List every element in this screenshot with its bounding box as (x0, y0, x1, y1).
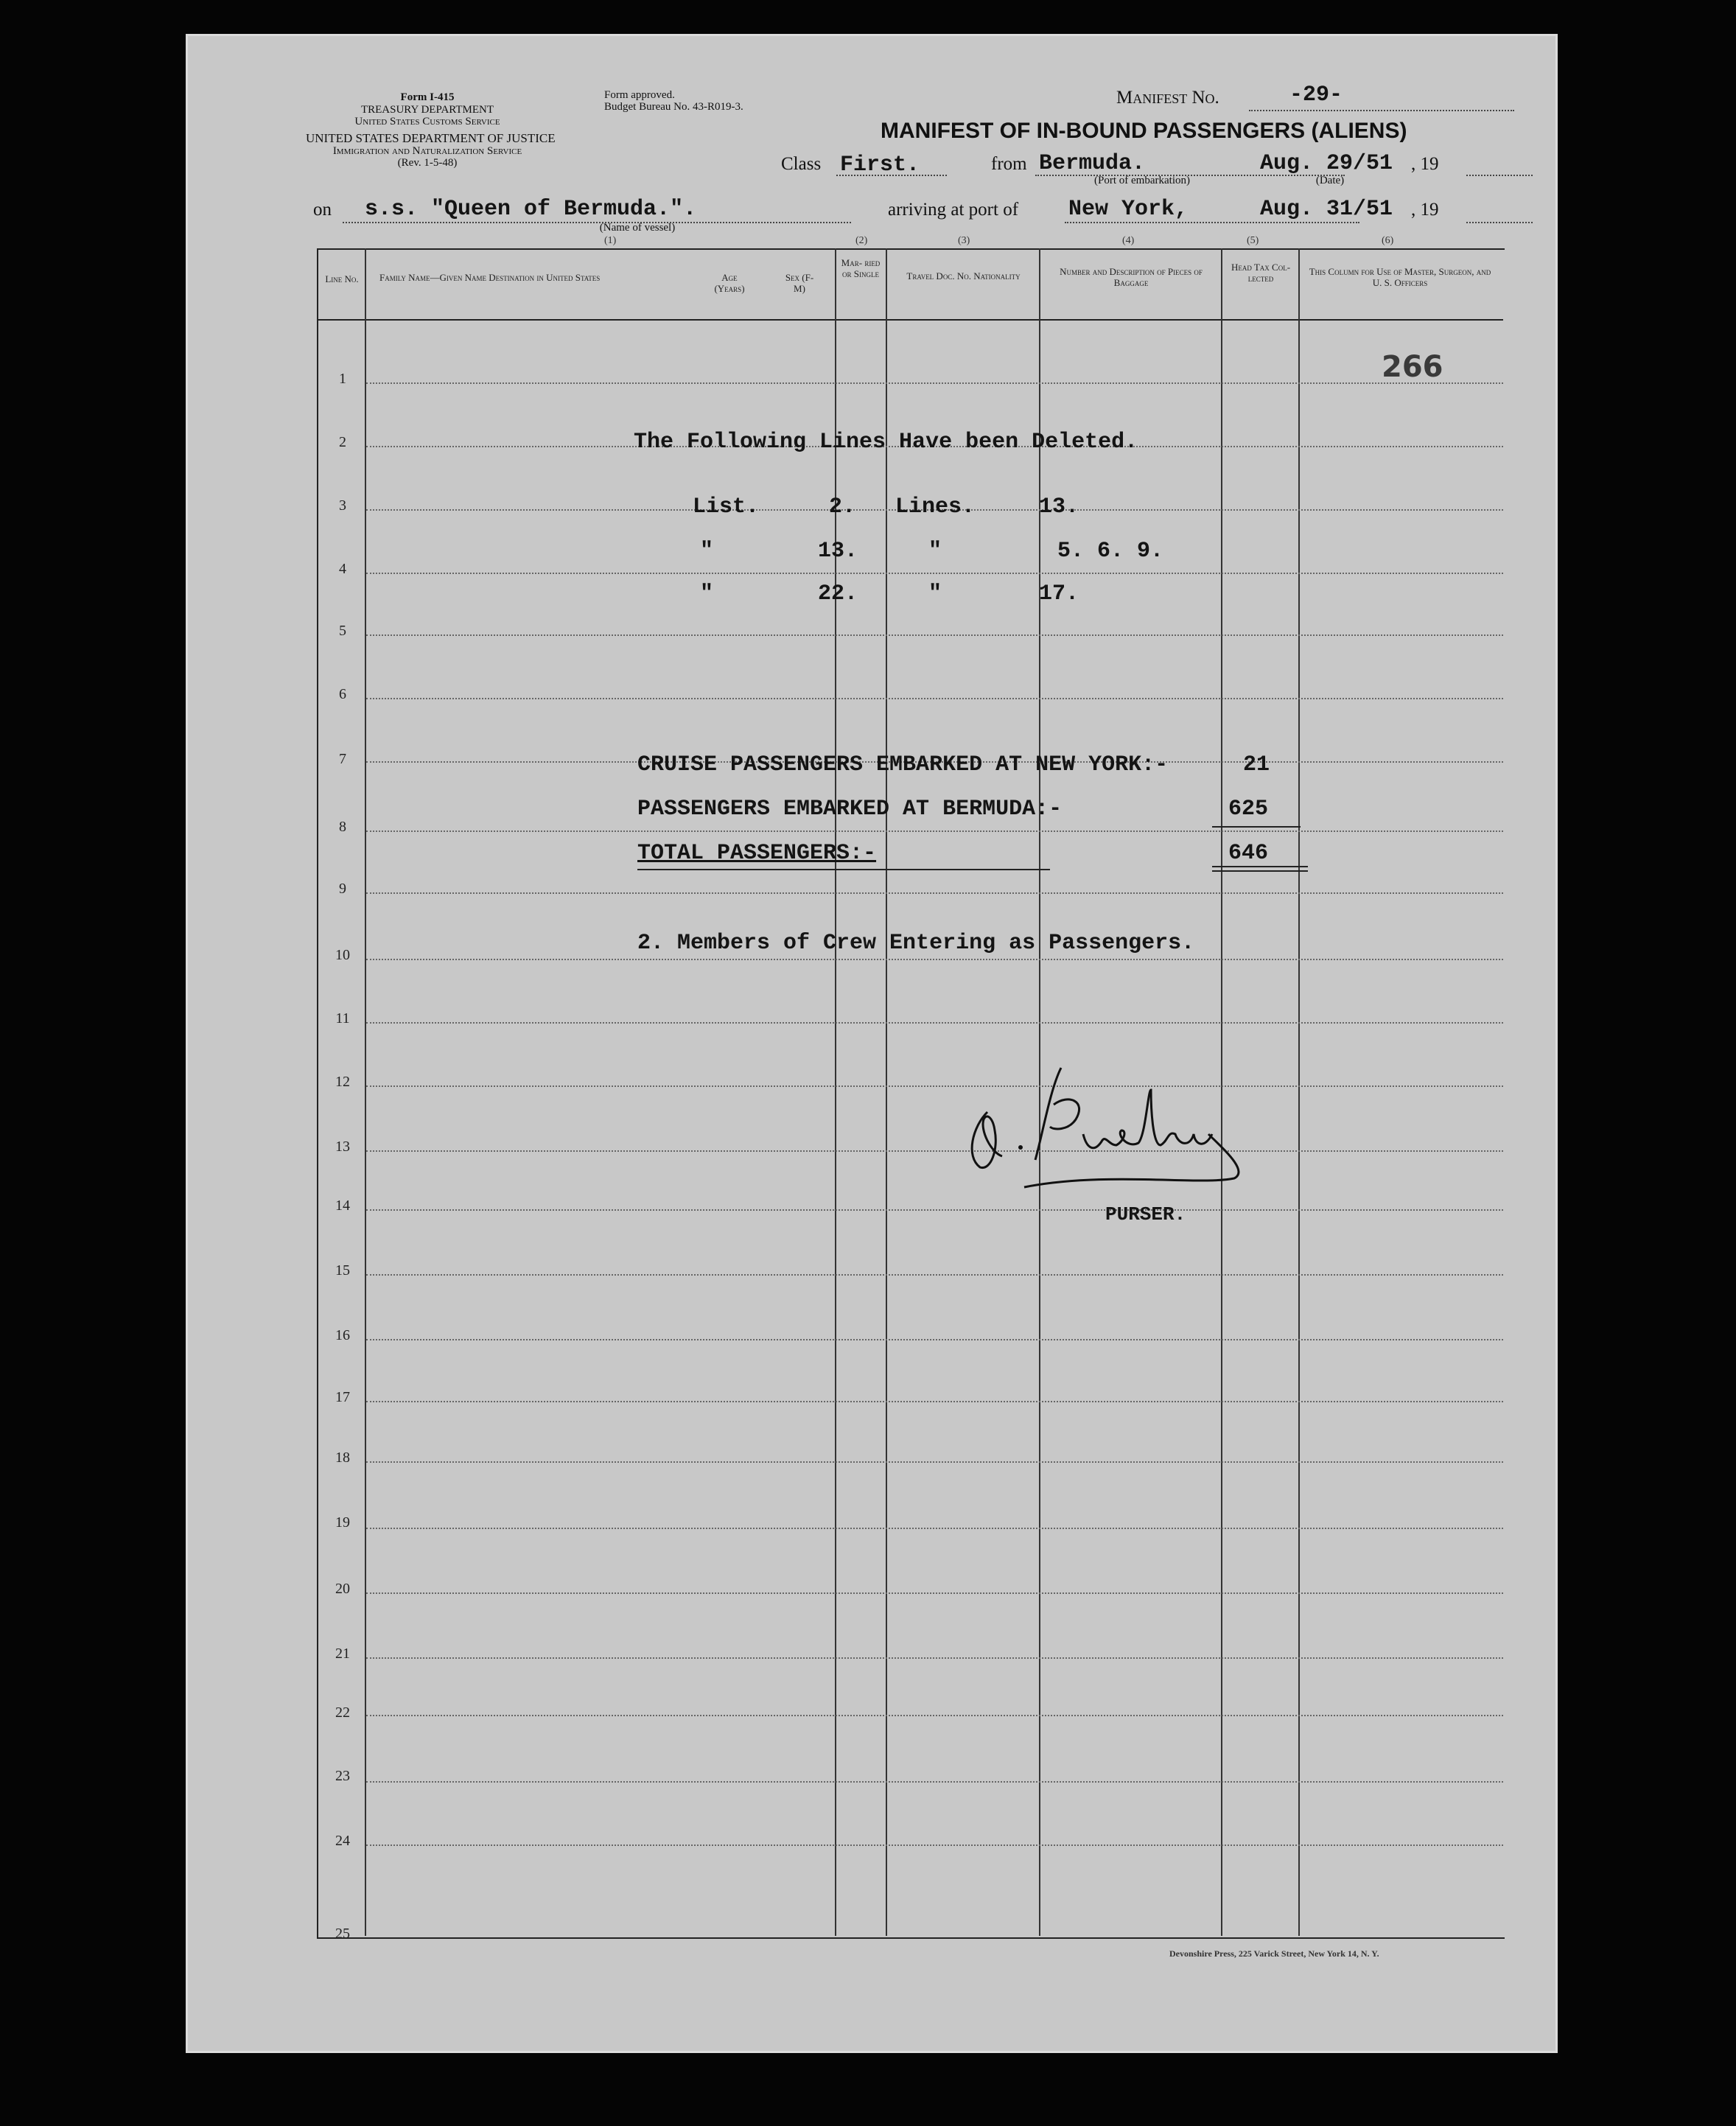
year2-line (1466, 222, 1533, 223)
hdr-age: Age (Years) (714, 272, 745, 294)
on-label: on (313, 200, 332, 220)
hdr-officers: This Column for Use of Master, Surgeon, and U. S. Officers (1309, 266, 1491, 288)
row-rule (366, 1528, 1503, 1529)
line-number: 12 (335, 1074, 350, 1090)
line-number: 20 (335, 1581, 350, 1597)
row-rule (366, 1657, 1503, 1659)
line-number: 23 (335, 1768, 350, 1784)
revision: (Rev. 1-5-48) (397, 157, 458, 169)
cruise-value: 21 (1243, 752, 1270, 777)
manifest-no-line (1249, 110, 1514, 111)
row-rule (366, 1461, 1503, 1463)
manifest-no-label: Manifest No. (1116, 88, 1219, 108)
line-number: 16 (335, 1327, 350, 1343)
row-rule (366, 698, 1503, 699)
hdr-headtax: Head Tax Col- lected (1231, 262, 1291, 284)
vessel-name: s.s. "Queen of Bermuda.". (365, 197, 697, 222)
line-number: 18 (335, 1450, 350, 1466)
deleted-r2-lines: " (928, 539, 942, 564)
line-number: 24 (335, 1833, 350, 1849)
header-separator (317, 319, 1503, 321)
row-rule (366, 1401, 1503, 1402)
hdr-name: Family Name—Given Name Destination in United States (379, 272, 601, 283)
hdr-line-no: Line No. (325, 273, 359, 284)
deleted-r1-num: 2. (829, 494, 856, 520)
row-rule (366, 1274, 1503, 1276)
hdr-married: Mar- ried or Single (841, 257, 881, 279)
cruise-label: CRUISE PASSENGERS EMBARKED AT NEW YORK:- (637, 752, 1169, 777)
colnum-4: (4) (1122, 235, 1135, 246)
date-caption: (Date) (1315, 175, 1345, 186)
stamp-number: 266 (1382, 350, 1443, 384)
form-id: Form I-415 (400, 91, 455, 103)
deleted-r1-val: 13. (1039, 494, 1079, 520)
purser-label: PURSER. (1105, 1203, 1186, 1225)
hdr-baggage: Number and Description of Pieces of Baggage (1060, 266, 1203, 288)
arrival-line (1065, 222, 1359, 223)
colnum-3: (3) (958, 235, 970, 246)
row-rule (366, 1844, 1503, 1846)
col-line (365, 248, 366, 1936)
deleted-r3-num: 22. (818, 581, 858, 606)
line-number: 13 (335, 1139, 350, 1155)
hdr-travel: Travel Doc. No. Nationality (906, 270, 1021, 282)
line-number: 22 (335, 1704, 350, 1721)
deleted-r3-lines: " (928, 581, 942, 606)
row-rule (366, 1339, 1503, 1340)
line-number: 7 (339, 751, 346, 767)
colnum-1: (1) (604, 235, 617, 246)
bermuda-label: PASSENGERS EMBARKED AT BERMUDA:- (637, 797, 1063, 822)
form-approved: Form approved. (604, 89, 675, 101)
ins-service: Immigration and Naturalization Service (332, 145, 522, 157)
port-caption: (Port of embarkation) (1094, 175, 1190, 186)
arriving-label: arriving at port of (888, 200, 1019, 220)
line-number: 2 (339, 434, 346, 450)
justice-dept: UNITED STATES DEPARTMENT OF JUSTICE (306, 131, 556, 145)
deleted-r2-list: " (700, 539, 714, 564)
from-label: from (991, 154, 1027, 174)
colnum-5: (5) (1247, 235, 1259, 246)
row-rule (366, 382, 1503, 384)
line-number: 25 (335, 1926, 350, 1942)
row-rule (366, 831, 1503, 832)
line-number: 17 (335, 1389, 350, 1405)
arrival-port: New York, (1068, 197, 1189, 222)
colnum-2: (2) (855, 235, 868, 246)
total-double-underline (1212, 866, 1308, 872)
class-value: First. (840, 153, 920, 178)
bermuda-underline (1212, 826, 1301, 828)
crew-note: 2. Members of Crew Entering as Passengers. (637, 931, 1195, 956)
col-line (886, 248, 887, 1936)
row-rule (366, 1781, 1503, 1783)
row-rule (366, 1150, 1503, 1152)
from-value: Bermuda. (1039, 151, 1146, 176)
manifest-no-value: -29- (1289, 83, 1343, 108)
bermuda-value: 625 (1228, 797, 1269, 822)
row-rule (366, 1022, 1503, 1024)
line-number: 5 (339, 623, 346, 639)
line-number: 8 (339, 819, 346, 835)
line-number: 10 (335, 947, 350, 963)
row-rule (366, 1085, 1503, 1087)
row-rule (366, 1715, 1503, 1716)
deleted-r3-val: 17. (1039, 581, 1079, 606)
deleted-r1-list: List. (693, 494, 760, 520)
hdr-sex: Sex (F-M) (785, 272, 814, 294)
row-rule (366, 959, 1503, 960)
vessel-caption: (Name of vessel) (599, 222, 676, 234)
purser-signature (958, 1060, 1267, 1200)
line-number: 21 (335, 1646, 350, 1662)
date1-value: Aug. 29/51 (1260, 151, 1393, 176)
colnum-6: (6) (1382, 235, 1394, 246)
date2-value: Aug. 31/51 (1260, 197, 1393, 222)
treasury-dept: TREASURY DEPARTMENT (360, 104, 494, 116)
line-number: 14 (335, 1197, 350, 1214)
line-number: 11 (335, 1010, 350, 1027)
deleted-r2-num: 13. (818, 539, 858, 564)
year1-line (1466, 175, 1533, 176)
line-number: 9 (339, 881, 346, 897)
row-rule (366, 573, 1503, 574)
form-title: MANIFEST OF IN-BOUND PASSENGERS (ALIENS) (881, 119, 1407, 143)
deleted-r3-list: " (700, 581, 714, 606)
line-number: 1 (339, 371, 346, 387)
line-number: 19 (335, 1514, 350, 1531)
deleted-r2-val: 5. 6. 9. (1057, 539, 1164, 564)
total-value: 646 (1228, 841, 1269, 866)
total-label: TOTAL PASSENGERS:- (637, 841, 877, 866)
line-number: 3 (339, 497, 346, 514)
customs-service: United States Customs Service (354, 116, 500, 127)
deleted-heading: The Following Lines Have been Deleted. (634, 430, 1138, 455)
class-label: Class (781, 154, 822, 174)
line-number: 15 (335, 1262, 350, 1279)
row-rule (366, 1209, 1503, 1211)
row-rule (366, 1592, 1503, 1594)
line-number: 4 (339, 561, 346, 577)
row-rule (366, 892, 1503, 894)
budget-bureau: Budget Bureau No. 43-R019-3. (604, 101, 743, 113)
printer-footer: Devonshire Press, 225 Varick Street, New York 14, N. Y. (1169, 1948, 1379, 1959)
year2: , 19 (1411, 200, 1439, 220)
manifest-page (186, 34, 1558, 2053)
deleted-r1-lines: Lines. (895, 494, 976, 520)
line-number: 6 (339, 686, 346, 702)
total-underline (637, 869, 1050, 870)
col-line (1298, 248, 1300, 1936)
row-rule (366, 634, 1503, 636)
year1: , 19 (1411, 154, 1439, 174)
